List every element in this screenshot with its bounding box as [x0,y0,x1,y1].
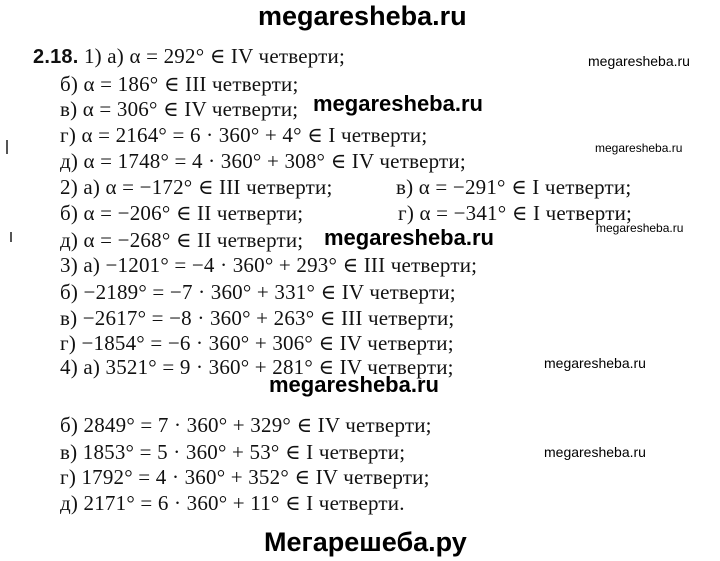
solution-line-2: б) α = 186° ∈ III четверти; [60,72,299,96]
solution-line-15: 4) а) 3521° = 9 · 360° + 281° ∈ IV четверти; [60,355,454,379]
solution-line-17: в) 1853° = 5 · 360° + 53° ∈ I четверти; [60,440,406,464]
solution-line-1: 2.18. 1) а) α = 292° ∈ IV четверти; [33,44,346,68]
watermark-side-2: megaresheba.ru [595,141,683,155]
solution-line-6: 2) а) α = −172° ∈ III четверти; [60,175,333,199]
watermark-inline-3: megaresheba.ru [269,372,439,397]
scan-mark [10,232,12,242]
solution-line-4: г) α = 2164° = 6 · 360° + 4° ∈ I четверти; [60,123,428,147]
solution-line-8: б) α = −206° ∈ II четверти; [60,201,304,225]
watermark-inline-1: megaresheba.ru [313,91,483,116]
solution-line-9: г) α = −341° ∈ I четверти; [398,201,633,225]
solution-line-14: г) −1854° = −6 · 360° + 306° ∈ IV четверти; [60,331,454,355]
solution-line-5: д) α = 1748° = 4 · 360° + 308° ∈ IV четверти; [60,149,466,173]
solution-line-7: в) α = −291° ∈ I четверти; [396,175,632,199]
watermark-top: megaresheba.ru [258,1,467,31]
solution-line-11: 3) а) −1201° = −4 · 360° + 293° ∈ III четверти; [60,253,478,277]
solution-line-13: в) −2617° = −8 · 360° + 263° ∈ III четверти; [60,306,455,330]
watermark-inline-2: megaresheba.ru [324,225,494,250]
watermark-bottom: Мегарешеба.ру [264,527,467,557]
solution-line-10: д) α = −268° ∈ II четверти; [60,228,304,252]
problem-number: 2.18. [33,46,79,68]
solution-line-19: д) 2171° = 6 · 360° + 11° ∈ I четверти. [60,491,405,515]
solution-line-12: б) −2189° = −7 · 360° + 331° ∈ IV четверти; [60,280,456,304]
solution-line-18: г) 1792° = 4 · 360° + 352° ∈ IV четверти; [60,465,430,489]
solution-line-3: в) α = 306° ∈ IV четверти; [60,97,299,121]
watermark-side-1: megaresheba.ru [588,53,690,69]
watermark-side-4: megaresheba.ru [544,355,646,371]
watermark-side-5: megaresheba.ru [544,444,646,460]
solution-line-16: б) 2849° = 7 · 360° + 329° ∈ IV четверти; [60,413,432,437]
watermark-side-3: megaresheba.ru [596,221,684,235]
scan-mark [6,140,8,154]
